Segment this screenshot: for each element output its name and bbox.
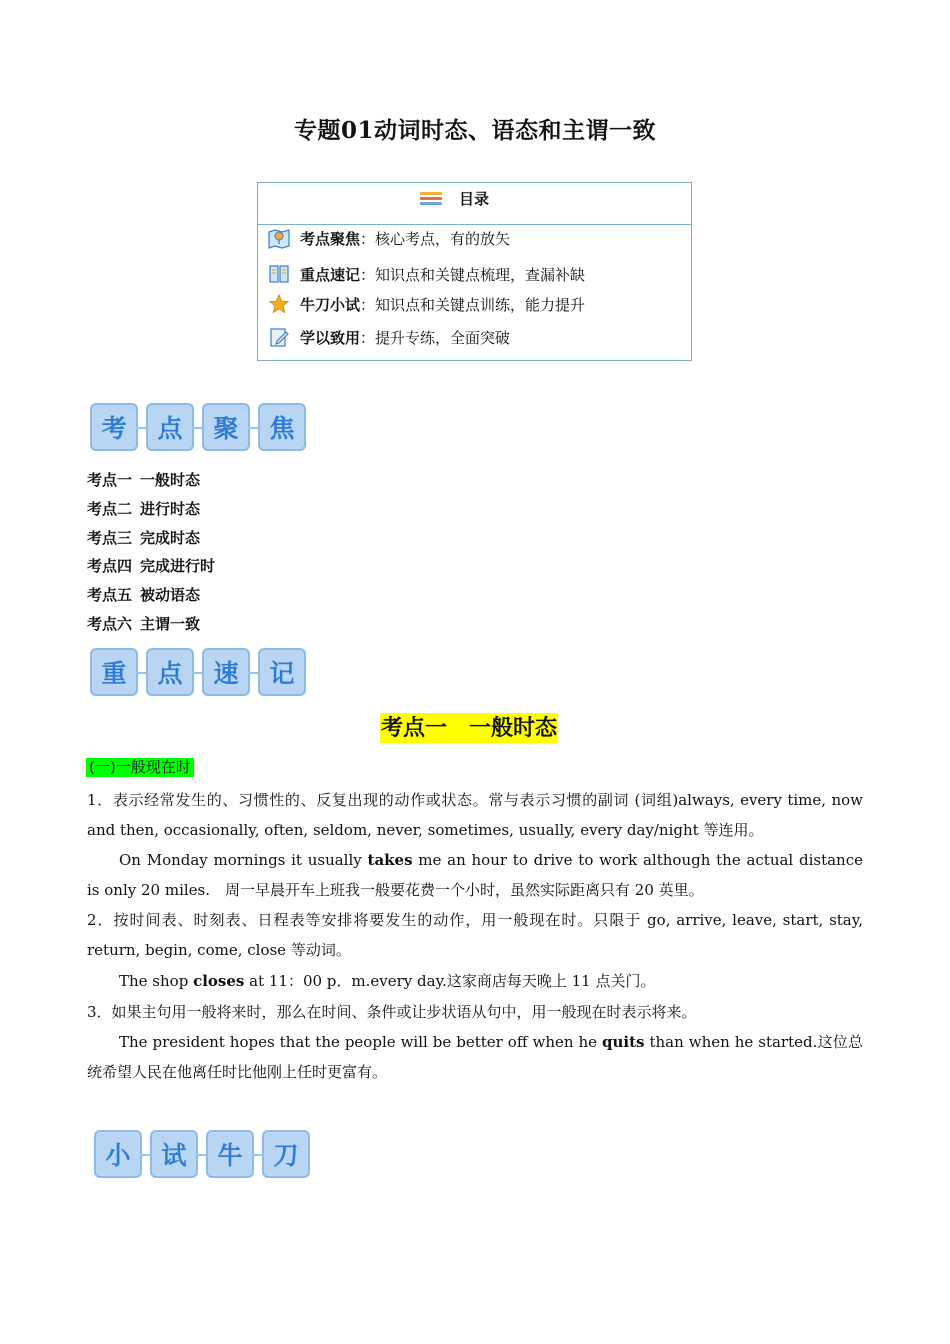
badge-char: 考 xyxy=(90,403,138,451)
book-icon xyxy=(268,263,290,285)
badge-char: 焦 xyxy=(258,403,306,451)
paragraph: 1．表示经常发生的、习惯性的、反复出现的动作或状态。常与表示习惯的副词 (词组)always, every time, now and then, occasionally, often, seldom, never, sometimes, usually, every day/night 等连用。 xyxy=(87,791,863,839)
edit-icon xyxy=(268,326,290,348)
paragraph: 3．如果主句用一般将来时，那么在时间、条件或让步状语从句中，用一般现在时表示将来。 xyxy=(87,1003,697,1021)
page-title: 专题01动词时态、语态和主谓一致 xyxy=(293,117,656,144)
focus-badge-row xyxy=(90,403,306,451)
toc-item-notes: 重点速记：知识点和关键点梳理，查漏补缺 xyxy=(268,263,585,285)
notes-badge-row xyxy=(90,648,306,696)
trial-badge-row xyxy=(94,1130,310,1178)
list-item: 考点五 被动语态 xyxy=(87,586,201,604)
list-item: 考点二 进行时态 xyxy=(87,500,201,518)
list-icon xyxy=(420,192,442,206)
badge-char: 刀 xyxy=(262,1130,310,1178)
badge-char: 聚 xyxy=(202,403,250,451)
badge-char: 速 xyxy=(202,648,250,696)
toc-header xyxy=(258,183,691,225)
example: The president hopes that the people will be better off when he quits than when he started.这位总统希望人民在他离任时比他刚上任时更富有。 xyxy=(87,1033,863,1081)
map-pin-icon xyxy=(268,227,290,249)
list-item: 考点六 主谓一致 xyxy=(87,615,201,633)
section-title: 考点一 一般时态 xyxy=(381,715,558,741)
paragraph: 2．按时间表、时刻表、日程表等安排将要发生的动作，用一般现在时。只限于 go, arrive, leave, start, stay, return, begin, come, close 等动词。 xyxy=(87,911,863,959)
toc-heading: 目录 xyxy=(459,190,490,208)
subheading: (一)一般现在时 xyxy=(86,758,194,777)
toc-item-focus: 考点聚焦：核心考点，有的放矢 xyxy=(268,227,510,249)
badge-char: 牛 xyxy=(206,1130,254,1178)
toc-item-apply: 学以致用：提升专练，全面突破 xyxy=(268,326,510,348)
badge-char: 记 xyxy=(258,648,306,696)
list-item: 考点四 完成进行时 xyxy=(87,557,216,575)
list-item: 考点一 一般时态 xyxy=(87,471,201,489)
list-item: 考点三 完成时态 xyxy=(87,529,201,547)
star-icon xyxy=(268,293,290,315)
table-of-contents xyxy=(257,182,692,361)
badge-char: 重 xyxy=(90,648,138,696)
badge-char: 小 xyxy=(94,1130,142,1178)
example: On Monday mornings it usually takes me an hour to drive to work although the actual distance is only 20 miles. 周一早晨开车上班我一般要花费一个小时，虽然实际距离只有 20 英里。 xyxy=(87,851,863,899)
badge-char: 点 xyxy=(146,403,194,451)
toc-item-trial: 牛刀小试：知识点和关键点训练，能力提升 xyxy=(268,293,585,315)
badge-char: 点 xyxy=(146,648,194,696)
badge-char: 试 xyxy=(150,1130,198,1178)
example: The shop closes at 11：00 p．m.every day.这家商店每天晚上 11 点关门。 xyxy=(119,972,656,990)
